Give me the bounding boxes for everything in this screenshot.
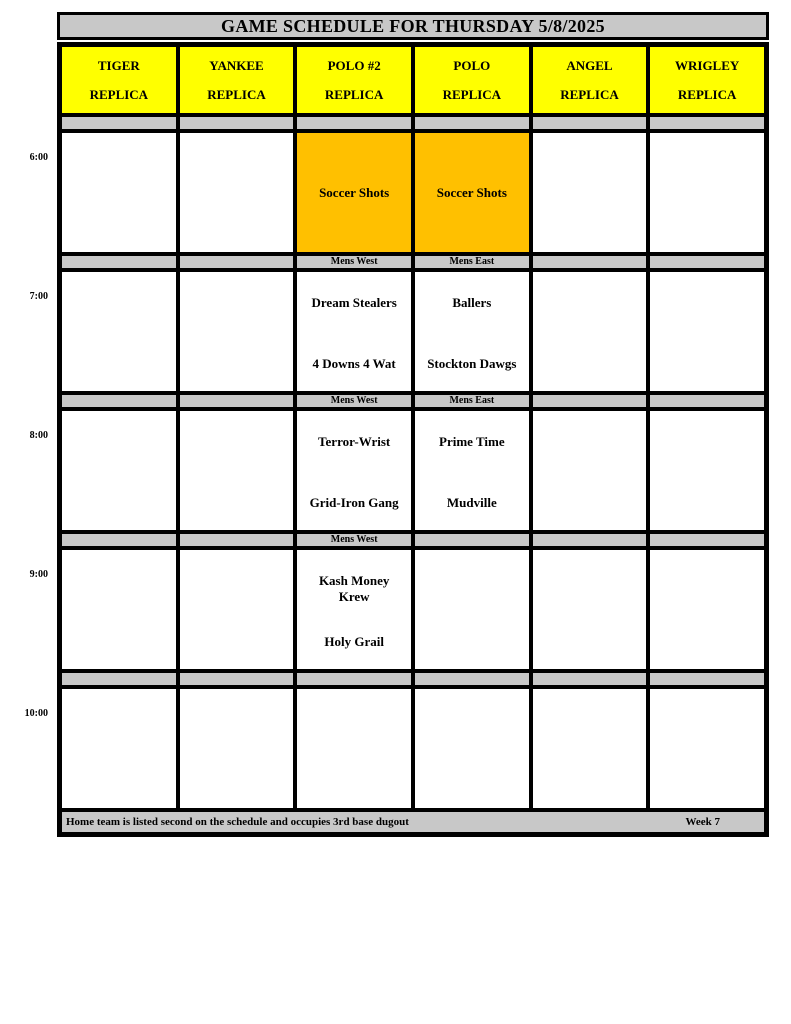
division-label: Mens East [449, 395, 495, 406]
divider-bar [650, 395, 764, 407]
divider-bar [62, 534, 176, 546]
team-name: Soccer Shots [319, 184, 390, 200]
divider-bar [533, 673, 647, 685]
slot-1000-polo [415, 689, 529, 808]
division-label-west [297, 534, 411, 546]
field-type: REPLICA [324, 86, 384, 102]
slot-700-angel [533, 272, 647, 391]
divider-bar [650, 117, 764, 129]
slot-800-tiger [62, 411, 176, 530]
slot-900-tiger [62, 550, 176, 669]
away-team: Terror-Wrist [318, 434, 391, 449]
slot-600-wrigley [650, 133, 764, 252]
field-type: REPLICA [442, 86, 502, 102]
divider-bar [180, 395, 294, 407]
divider-bar [650, 256, 764, 268]
field-type: REPLICA [560, 86, 619, 102]
divider-bar [180, 117, 294, 129]
away-team: Kash Money Krew [318, 573, 390, 604]
away-team: Ballers [452, 295, 492, 310]
divider-bar [297, 673, 411, 685]
divider-bar [533, 256, 647, 268]
slot-1000-polo2 [297, 689, 411, 808]
field-type: REPLICA [207, 86, 266, 102]
division-label-east [415, 395, 529, 407]
slot-700-polo [415, 272, 529, 391]
home-team: 4 Downs 4 Wat [312, 356, 396, 371]
slot-900-yankee [180, 550, 294, 669]
slot-700-wrigley [650, 272, 764, 391]
divider-bar [297, 117, 411, 129]
division-label: Mens West [330, 256, 378, 267]
slot-600-polo [415, 133, 529, 252]
slot-800-polo2 [297, 411, 411, 530]
field-header-tiger [62, 47, 176, 113]
away-team: Dream Stealers [311, 295, 397, 310]
division-label-west [297, 395, 411, 407]
schedule-title: GAME SCHEDULE FOR THURSDAY 5/8/2025 [57, 12, 769, 40]
slot-900-wrigley [650, 550, 764, 669]
slot-1000-wrigley [650, 689, 764, 808]
slot-600-polo2 [297, 133, 411, 252]
field-header-polo [415, 47, 529, 113]
divider-bar [180, 256, 294, 268]
divider-bar [62, 117, 176, 129]
divider-bar [650, 673, 764, 685]
slot-800-polo [415, 411, 529, 530]
slot-800-yankee [180, 411, 294, 530]
slot-900-polo2 [297, 550, 411, 669]
divider-bar [180, 534, 294, 546]
divider-bar [180, 673, 294, 685]
field-header-wrigley [650, 47, 764, 113]
field-name: POLO #2 [327, 57, 381, 73]
time-label-7: 7:00 [29, 291, 48, 302]
field-name: TIGER [97, 57, 140, 73]
slot-900-angel [533, 550, 647, 669]
home-team: Stockton Dawgs [427, 356, 517, 371]
division-label: Mens West [330, 534, 378, 545]
schedule-grid [57, 42, 769, 837]
slot-1000-yankee [180, 689, 294, 808]
field-header-angel [533, 47, 647, 113]
slot-700-yankee [180, 272, 294, 391]
divider-bar [415, 673, 529, 685]
time-label-6: 6:00 [29, 152, 48, 163]
field-type: REPLICA [677, 86, 737, 102]
slot-900-polo [415, 550, 529, 669]
slot-700-tiger [62, 272, 176, 391]
slot-1000-tiger [62, 689, 176, 808]
away-team: Prime Time [439, 434, 505, 449]
time-label-10: 10:00 [24, 708, 48, 719]
slot-1000-angel [533, 689, 647, 808]
division-label: Mens West [330, 395, 378, 406]
slot-600-angel [533, 133, 647, 252]
divider-bar [415, 534, 529, 546]
divider-bar [415, 117, 529, 129]
divider-bar [650, 534, 764, 546]
slot-600-tiger [62, 133, 176, 252]
division-label-west [297, 256, 411, 268]
division-label-east [415, 256, 529, 268]
team-name: Soccer Shots [436, 184, 507, 200]
time-label-8: 8:00 [29, 430, 48, 441]
home-team: Holy Grail [324, 634, 384, 649]
divider-bar [62, 673, 176, 685]
week-label: Week 7 [685, 816, 720, 828]
field-name: WRIGLEY [675, 57, 740, 73]
field-type: REPLICA [89, 86, 149, 102]
home-team: Mudville [446, 495, 497, 510]
slot-700-polo2 [297, 272, 411, 391]
slot-800-angel [533, 411, 647, 530]
home-team: Grid-Iron Gang [309, 495, 399, 510]
divider-bar [62, 395, 176, 407]
time-label-9: 9:00 [29, 569, 48, 580]
footer-note-bar [62, 812, 764, 832]
divider-bar [533, 117, 647, 129]
footer-note: Home team is listed second on the schedule and occupies 3rd base dugout [66, 816, 409, 828]
field-header-polo2 [297, 47, 411, 113]
divider-bar [533, 534, 647, 546]
field-name: POLO [453, 57, 491, 73]
divider-bar [62, 256, 176, 268]
slot-800-wrigley [650, 411, 764, 530]
division-label: Mens East [449, 256, 495, 267]
field-name: YANKEE [209, 57, 264, 73]
field-header-yankee [180, 47, 294, 113]
divider-bar [533, 395, 647, 407]
field-name: ANGEL [566, 57, 613, 73]
slot-600-yankee [180, 133, 294, 252]
